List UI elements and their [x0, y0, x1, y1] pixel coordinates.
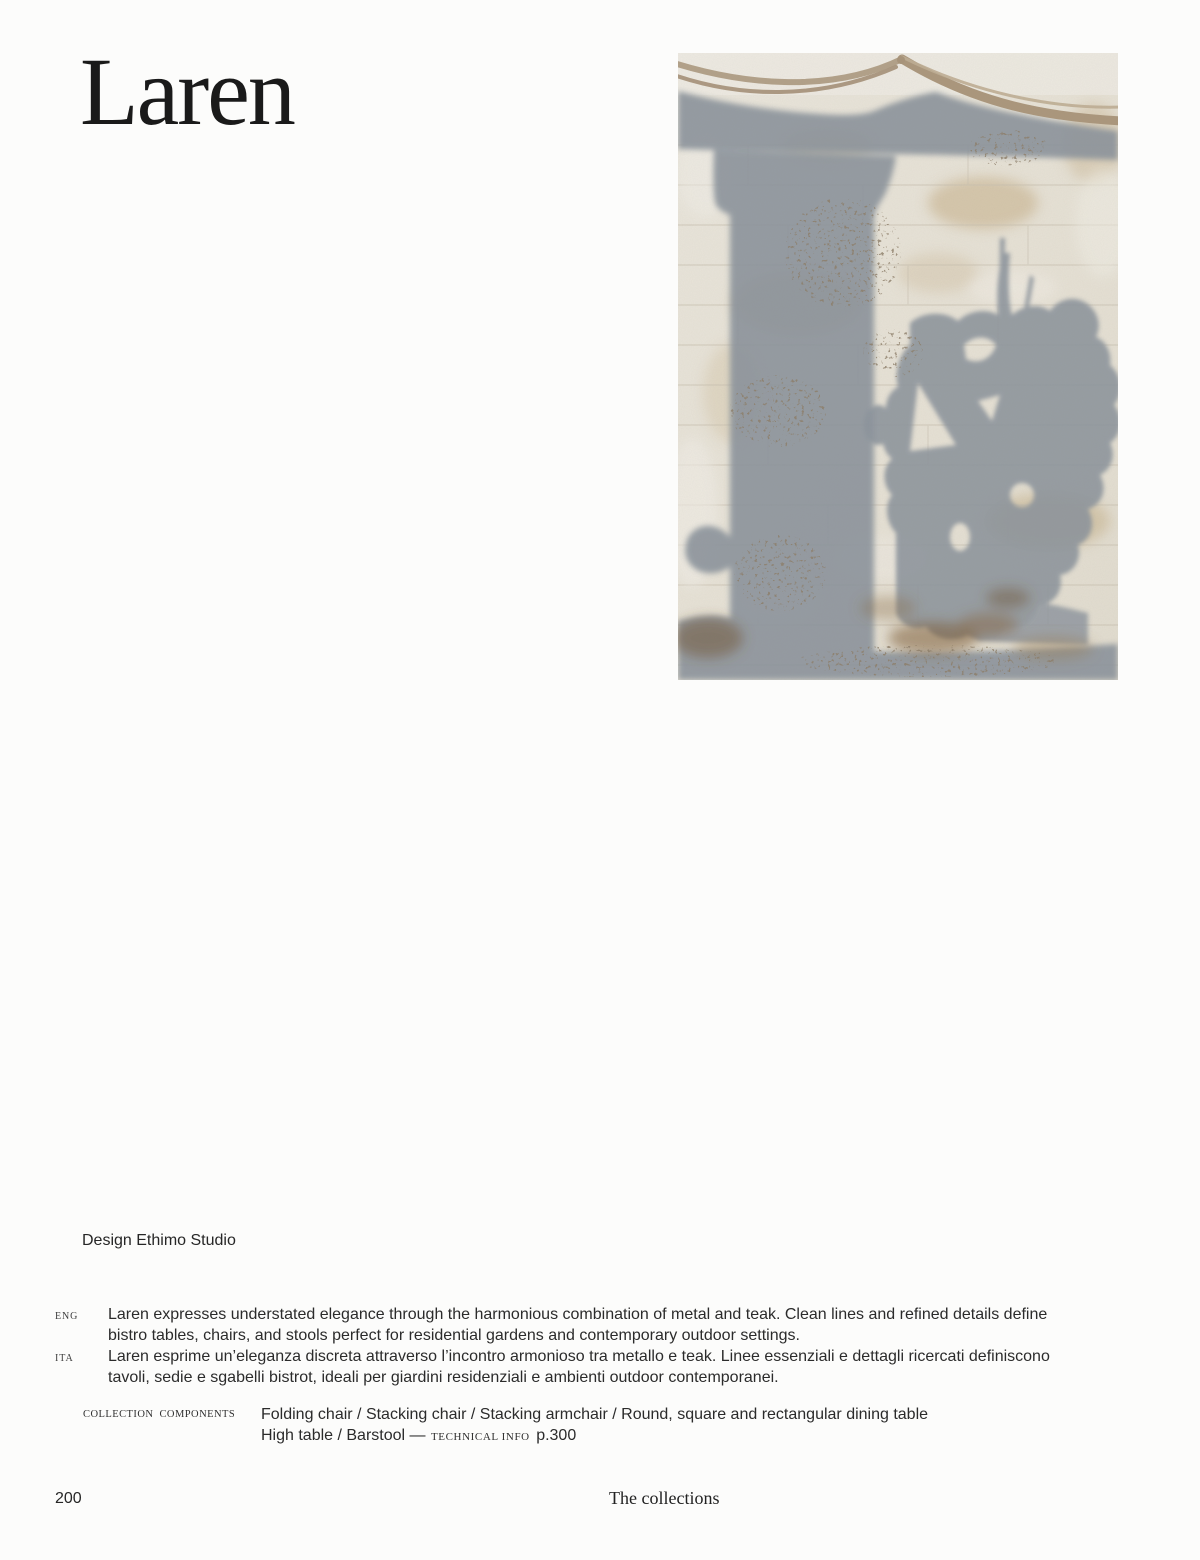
eng-label: ENG	[55, 1311, 79, 1322]
collection-components-label: COLLECTION COMPONENTS	[83, 1409, 236, 1420]
technical-info-label: TECHNICAL INFO	[430, 1431, 530, 1443]
description-eng-line-1: Laren expresses understated elegance through the harmonious combination of metal and teak. Clean lines and refined details define	[108, 1306, 1048, 1323]
page-number: 200	[55, 1490, 82, 1507]
page-title: Laren	[80, 38, 294, 145]
components-line-2-text: High table / Barstool —	[261, 1427, 426, 1444]
technical-info-page: p.300	[536, 1427, 577, 1444]
description-eng-line-2: bistro tables, chairs, and stools perfect for residential gardens and contemporary outdoor settings.	[108, 1327, 800, 1344]
footer-section-label: The collections	[609, 1488, 720, 1508]
designer-credit: Design Ethimo Studio	[82, 1232, 236, 1249]
description-ita-line-1: Laren esprime un’eleganza discreta attraverso l’incontro armonioso tra metallo e teak. Linee essenziali e dettagli ricercati definiscono	[108, 1348, 1050, 1365]
collection-components-list	[261, 1404, 928, 1448]
ita-label: ITA	[55, 1353, 74, 1364]
wall-shadow-photo	[678, 53, 1118, 680]
photo-grain	[678, 53, 1118, 680]
components-line-2	[261, 1425, 928, 1448]
description-ita-line-2: tavoli, sedie e sgabelli bistrot, ideali per giardini residenziali e ambienti outdoor contemporanei.	[108, 1369, 779, 1386]
collection-description	[108, 1304, 1050, 1388]
collection-photo	[678, 53, 1118, 680]
components-line-1: Folding chair / Stacking chair / Stacking armchair / Round, square and rectangular dining table	[261, 1406, 929, 1423]
